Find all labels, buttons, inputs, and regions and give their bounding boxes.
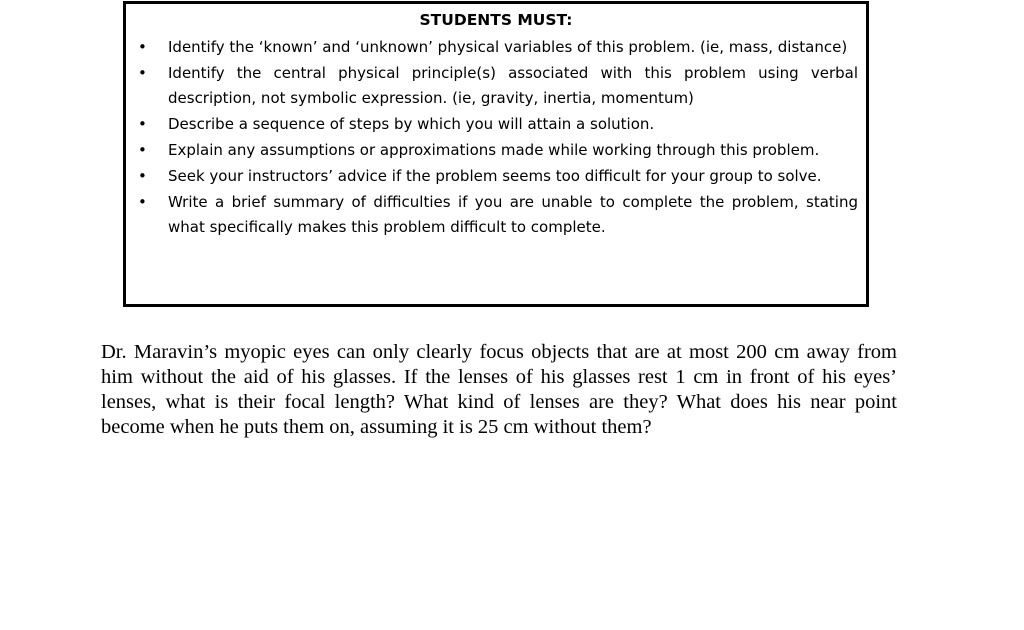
problem-statement: Dr. Maravin’s myopic eyes can only clearly focus objects that are at most 200 cm away from him without the aid of his glasses. If the lenses of his glasses rest 1 cm in front of his eyes’ lenses, what is their focal length? What kind of lenses are they? What does his near point become when he puts them on, assuming it is 25 cm without them? — [101, 341, 897, 438]
bullet-icon: • — [138, 115, 147, 133]
instructions-box — [123, 1, 869, 307]
list-item-text: Write a brief summary of difficulties if you are unable to complete the problem, stating what specifically makes this problem difficult to complete. — [168, 193, 858, 236]
list-item-text: Identify the central physical principle(s) associated with this problem using verbal description, not symbolic expression. (ie, gravity, inertia, momentum) — [168, 64, 858, 107]
list-item — [126, 138, 866, 163]
list-item — [126, 164, 866, 189]
bullet-icon: • — [138, 141, 147, 159]
list-item — [126, 35, 866, 60]
list-item — [126, 61, 866, 111]
list-item — [126, 190, 866, 240]
bullet-icon: • — [138, 167, 147, 185]
bullet-icon: • — [138, 193, 147, 211]
bullet-icon: • — [138, 64, 147, 82]
list-item-text: Explain any assumptions or approximations made while working through this problem. — [168, 141, 820, 159]
instructions-list — [126, 35, 866, 241]
list-item-text: Seek your instructors’ advice if the problem seems too difficult for your group to solve. — [168, 167, 822, 185]
list-item-text: Describe a sequence of steps by which you will attain a solution. — [168, 115, 655, 133]
list-item — [126, 112, 866, 137]
list-item-text: Identify the ‘known’ and ‘unknown’ physical variables of this problem. (ie, mass, distance) — [168, 38, 848, 56]
instructions-title: STUDENTS MUST: — [419, 11, 573, 29]
bullet-icon: • — [138, 38, 147, 56]
